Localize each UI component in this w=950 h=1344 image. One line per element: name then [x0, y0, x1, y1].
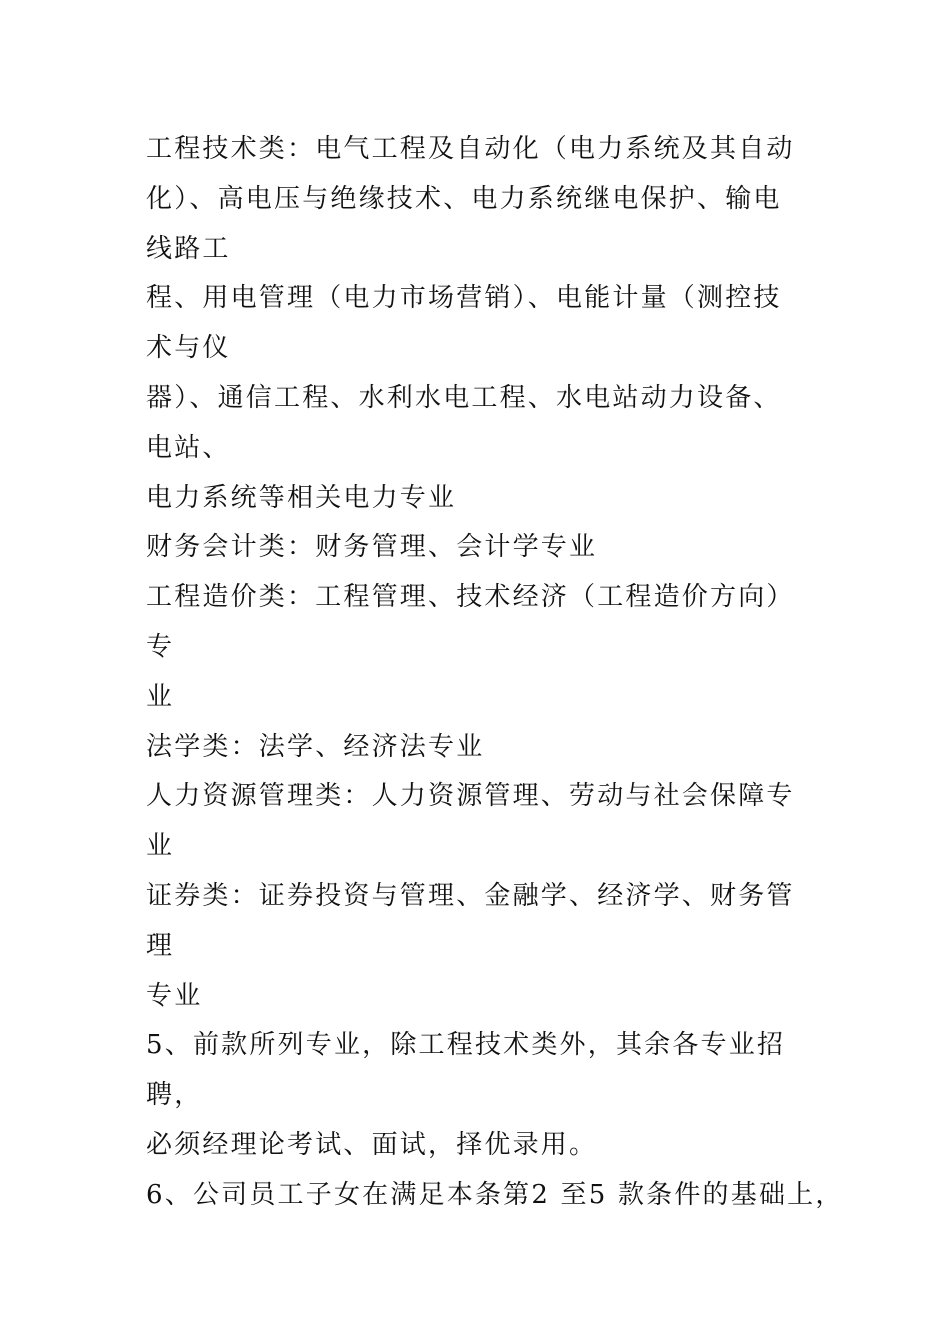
text-line-14: 人力资源管理类：人力资源管理、劳动与社会保障专	[146, 781, 795, 812]
text-line-11: 专	[146, 631, 175, 662]
text-line-6: 器）、通信工程、水利水电工程、水电站动力设备、	[146, 382, 782, 413]
text-line-22: 6、公司员工子女在满足本条第2 至5 款条件的基础上，	[146, 1179, 844, 1210]
text-line-16: 证券类：证券投资与管理、金融学、经济学、财务管	[146, 880, 795, 911]
text-line-19: 5、前款所列专业，除工程技术类外，其余各专业招	[146, 1030, 786, 1061]
text-line-13: 法学类：法学、经济法专业	[146, 731, 485, 762]
text-line-18: 专业	[146, 980, 203, 1011]
text-line-4: 程、用电管理（电力市场营销）、电能计量（测控技	[146, 283, 782, 314]
text-line-9: 财务会计类：财务管理、会计学专业	[146, 532, 598, 563]
text-line-3: 线路工	[146, 233, 231, 264]
document-body	[146, 125, 844, 1221]
text-line-15: 业	[146, 831, 175, 862]
text-line-10: 工程造价类：工程管理、技术经济（工程造价方向）	[146, 582, 795, 613]
text-line-7: 电站、	[146, 432, 231, 463]
text-line-17: 理	[146, 930, 175, 961]
text-line-20: 聘，	[146, 1080, 203, 1111]
text-line-2: 化）、高电压与绝缘技术、电力系统继电保护、输电	[146, 183, 782, 214]
text-line-12: 业	[146, 681, 175, 712]
text-line-21: 必须经理论考试、面试，择优录用。	[146, 1129, 598, 1160]
text-line-8: 电力系统等相关电力专业	[146, 482, 457, 513]
text-line-5: 术与仪	[146, 333, 231, 364]
text-line-1: 工程技术类：电气工程及自动化（电力系统及其自动	[146, 134, 795, 164]
